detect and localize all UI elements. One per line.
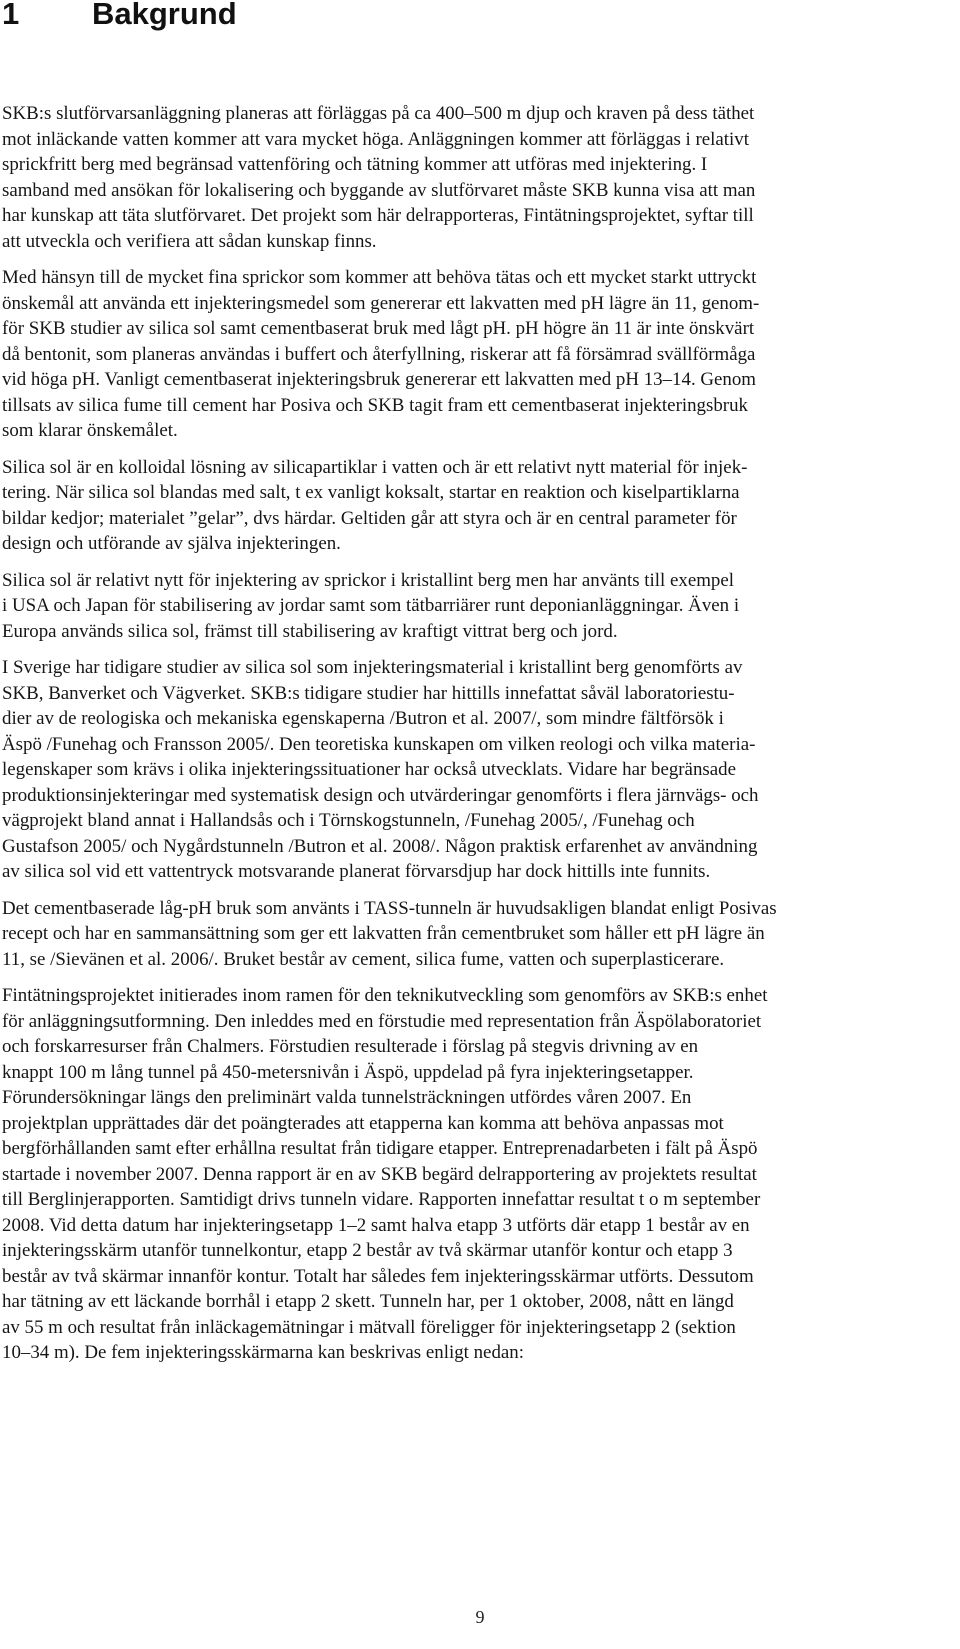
text-line: vid höga pH. Vanligt cementbaserat injekteringsbruk genererar ett lakvatten med pH 13–14. Genom (2, 369, 757, 390)
text-line: bergförhållanden samt efter erhållna resultat från tidigare etapper. Entreprenadarbeten i fält på Äspö (2, 1138, 758, 1159)
page-number: 9 (475, 1607, 485, 1627)
text-line: 10–34 m). De fem injekteringsskärmarna kan beskrivas enligt nedan: (2, 1342, 524, 1363)
text-line: då bentonit, som planeras användas i buffert och återfyllning, riskerar att få försämrad svällförmåga (2, 343, 756, 365)
paragraph (2, 101, 960, 254)
text-line: legenskaper som krävs i olika injekteringssituationer har också utvecklats. Vidare har begränsade (2, 759, 736, 780)
text-line: 2008. Vid detta datum har injekteringsetapp 1–2 samt halva etapp 3 utförts där etapp 1 består av en (2, 1214, 750, 1236)
text-line: av 55 m och resultat från inläckagemätningar i mätvall föreligger för injekteringsetapp 2 (sektion (2, 1316, 736, 1338)
paragraph (2, 265, 960, 444)
text-line: design och utförande av själva injekteringen. (2, 533, 341, 554)
text-line: Fintätningsprojektet initierades inom ramen för den teknikutveckling som genomförs av SKB:s enhet (2, 985, 768, 1006)
text-line: projektplan upprättades där det poängterades att etapperna kan komma att behöva anpassas mot (2, 1112, 724, 1134)
text-line: önskemål att använda ett injekteringsmedel som genererar ett lakvatten med pH lägre än 11, genom- (2, 292, 760, 314)
text-line: dier av de reologiska och mekaniska egenskaperna /Butron et al. 2007/, som mindre fältförsök i (2, 708, 724, 729)
text-line: har kunskap att täta slutförvaret. Det projekt som här delrapporteras, Fintätningsprojektet, syftar till (2, 205, 754, 226)
paragraph (2, 455, 960, 557)
text-line: vägprojekt bland annat i Hallandsås och i Törnskogstunneln, /Funehag 2005/, /Funehag och (2, 810, 695, 831)
text-line: SKB, Banverket och Vägverket. SKB:s tidigare studier har hittills innefattat såväl laboratoriestu- (2, 682, 735, 704)
text-line: mot inläckande vatten kommer att vara mycket höga. Anläggningen kommer att förläggas i relativt (2, 128, 749, 150)
text-line: 11, se /Sievänen et al. 2006/. Bruket består av cement, silica fume, vatten och superplasticerare. (2, 948, 725, 970)
text-line: bildar kedjor; materialet ”gelar”, dvs härdar. Geltiden går att styra och är en central parameter för (2, 507, 737, 529)
text-line: Förundersökningar längs den preliminärt valda tunnelsträckningen utfördes våren 2007. En (2, 1087, 692, 1108)
text-line: Det cementbaserade låg-pH bruk som använts i TASS-tunneln är huvudsakligen blandat enligt Posivas (2, 897, 777, 919)
paragraph (2, 655, 960, 885)
text-line: har tätning av ett läckande borrhål i etapp 2 skett. Tunneln har, per 1 oktober, 2008, nått en längd (2, 1291, 734, 1312)
text-line: sprickfritt berg med begränsad vattenföring och tätning kommer att utföras med injektering. I (2, 154, 708, 175)
text-line: injekteringsskärm utanför tunnelkontur, etapp 2 består av två skärmar utanför kontur och etapp 3 (2, 1240, 733, 1261)
text-line: Äspö /Funehag och Fransson 2005/. Den teoretiska kunskapen om vilken reologi och vilka materia- (2, 733, 756, 755)
text-line: och forskarresurser från Chalmers. Förstudien resulterade i förslag på stegvis drivning av en (2, 1036, 699, 1057)
text-line: knappt 100 m lång tunnel på 450-metersnivån i Äspö, uppdelad på fyra injekteringsetapper. (2, 1061, 694, 1083)
text-line: består av två skärmar innanför kontur. Totalt har således fem injekteringsskärmar utförts. Dessutom (2, 1265, 754, 1287)
text-line: för anläggningsutformning. Den inleddes med en förstudie med representation från Äspölaboratoriet (2, 1010, 762, 1032)
text-line: Europa används silica sol, främst till stabilisering av kraftigt vittrat berg och jord. (2, 620, 618, 642)
section-heading (2, 0, 237, 34)
text-line: recept och har en sammansättning som ger ett lakvatten från cementbruket som håller ett pH lägre än (2, 923, 765, 944)
text-line: Silica sol är en kolloidal lösning av silicapartiklar i vatten och är ett relativt nytt material för injek- (2, 456, 748, 478)
text-line: tillsats av silica fume till cement har Posiva och SKB tagit fram ett cementbaserat injekteringsbruk (2, 394, 748, 416)
paragraph (2, 896, 960, 973)
text-line: till Berglinjerapporten. Samtidigt drivs tunneln vidare. Rapporten innefattar resultat t o m september (2, 1189, 761, 1210)
text-line: att utveckla och verifiera att sådan kunskap finns. (2, 230, 377, 252)
text-line: I Sverige har tidigare studier av silica sol som injekteringsmaterial i kristallint berg genomförts av (2, 657, 743, 678)
text-line: Gustafson 2005/ och Nygårdstunneln /Butron et al. 2008/. Någon praktisk erfarenhet av användning (2, 835, 758, 857)
text-line: SKB:s slutförvarsanläggning planeras att förläggas på ca 400–500 m djup och kraven på dess täthet (2, 103, 755, 124)
text-line: tering. När silica sol blandas med salt, t ex vanligt koksalt, startar en reaktion och kiselpartiklarna (2, 482, 740, 503)
section-number: 1 (2, 0, 20, 31)
text-line: för SKB studier av silica sol samt cementbaserat bruk med lågt pH. pH högre än 11 är inte önskvärt (2, 318, 755, 339)
text-line: produktionsinjekteringar med systematisk design och utvärderingar genomförts i flera järnvägs- och (2, 784, 759, 806)
paragraph (2, 568, 960, 645)
body-text (2, 101, 960, 1377)
paragraph (2, 983, 960, 1366)
text-line: i USA och Japan för stabilisering av jordar samt som tätbarriärer runt deponianläggningar. Även i (2, 595, 740, 616)
text-line: Med hänsyn till de mycket fina sprickor som kommer att behöva tätas och ett mycket starkt uttryckt (2, 267, 757, 288)
text-line: som klarar önskemålet. (2, 420, 178, 441)
text-line: samband med ansökan för lokalisering och byggande av slutförvaret måste SKB kunna visa att man (2, 179, 756, 201)
text-line: Silica sol är relativt nytt för injektering av sprickor i kristallint berg men har använts till exempel (2, 569, 734, 591)
text-line: startade i november 2007. Denna rapport är en av SKB begärd delrapportering av projektets resultat (2, 1163, 757, 1185)
section-title: Bakgrund (92, 0, 237, 31)
text-line: av silica sol vid ett vattentryck motsvarande planerat förvarsdjup har dock hittills inte funnits. (2, 861, 711, 882)
